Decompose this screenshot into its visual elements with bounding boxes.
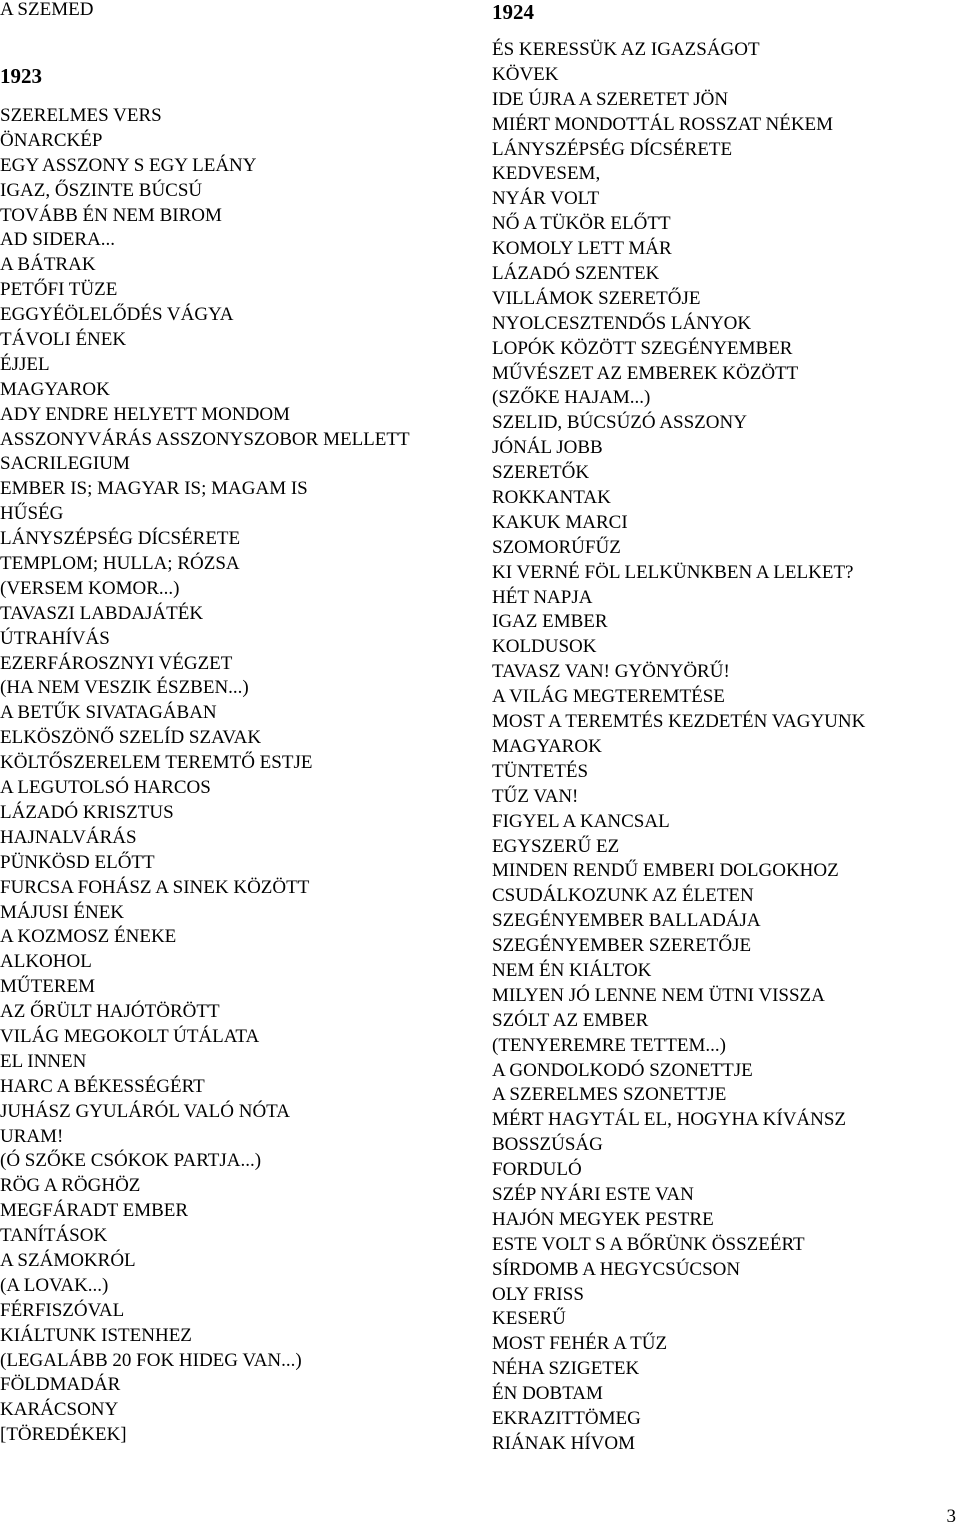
poem-title: KOMOLY LETT MÁR bbox=[492, 238, 672, 260]
poem-title: (SZŐKE HAJAM...) bbox=[492, 387, 651, 409]
poem-title: MŰTEREM bbox=[0, 976, 95, 998]
poem-title: SZOMORÚFŰZ bbox=[492, 536, 621, 558]
poem-title: SZERETŐK bbox=[492, 462, 590, 484]
poem-title: NYOLCESZTENDŐS LÁNYOK bbox=[492, 312, 752, 334]
poem-title: PÜNKÖSD ELŐTT bbox=[0, 851, 155, 873]
poem-title: HŰSÉG bbox=[0, 503, 64, 525]
year-heading-1924: 1924 bbox=[492, 0, 534, 24]
poem-title: FURCSA FOHÁSZ A SINEK KÖZÖTT bbox=[0, 876, 310, 898]
poem-title: LÁZADÓ SZENTEK bbox=[492, 263, 660, 285]
poem-title: (A LOVAK...) bbox=[0, 1274, 109, 1296]
poem-title: IDE ÚJRA A SZERETET JÖN bbox=[492, 88, 729, 110]
year-heading-1923: 1923 bbox=[0, 64, 42, 88]
poem-title: (LEGALÁBB 20 FOK HIDEG VAN...) bbox=[0, 1349, 302, 1371]
poem-title: ASSZONYVÁRÁS ASSZONYSZOBOR MELLETT bbox=[0, 428, 410, 450]
poem-title: SZÉP NYÁRI ESTE VAN bbox=[492, 1183, 694, 1205]
poem-title: EGGYÉÖLELŐDÉS VÁGYA bbox=[0, 304, 234, 326]
poem-title: A VILÁG MEGTEREMTÉSE bbox=[492, 686, 725, 708]
poem-title: KEDVESEM, bbox=[492, 163, 601, 185]
poem-title: EZERFÁROSZNYI VÉGZET bbox=[0, 652, 233, 674]
poem-title: HAJÓN MEGYEK PESTRE bbox=[492, 1208, 714, 1230]
poem-title: RÖG A RÖGHÖZ bbox=[0, 1175, 141, 1197]
poem-title: [TÖREDÉKEK] bbox=[0, 1424, 127, 1446]
poem-title: NŐ A TÜKÖR ELŐTT bbox=[492, 213, 671, 235]
poem-title: TANÍTÁSOK bbox=[0, 1225, 108, 1247]
poem-title: TAVASZI LABDAJÁTÉK bbox=[0, 602, 204, 624]
poem-title: SZERELMES VERS bbox=[0, 105, 162, 126]
poem-title: PETŐFI TÜZE bbox=[0, 279, 118, 301]
poem-title: LÁZADÓ KRISZTUS bbox=[0, 801, 174, 823]
poem-title: TÁVOLI ÉNEK bbox=[0, 329, 127, 351]
poem-title: ESTE VOLT S A BŐRÜNK ÖSSZEÉRT bbox=[492, 1233, 805, 1255]
poem-title: MIÉRT MONDOTTÁL ROSSZAT NÉKEM bbox=[492, 113, 834, 135]
poem-title: EL INNEN bbox=[0, 1050, 87, 1072]
poem-title: RIÁNAK HÍVOM bbox=[492, 1432, 636, 1454]
poem-title: JÓNÁL JOBB bbox=[492, 437, 603, 459]
poem-title: SÍRDOMB A HEGYCSÚCSON bbox=[492, 1258, 741, 1280]
poem-title: FORDULÓ bbox=[492, 1159, 582, 1181]
poem-title: MINDEN RENDŰ EMBERI DOLGOKHOZ bbox=[492, 860, 839, 882]
poem-title: SACRILEGIUM bbox=[0, 453, 130, 475]
poem-list-1924 bbox=[492, 38, 952, 1457]
poem-title: KARÁCSONY bbox=[0, 1399, 119, 1421]
poem-title: MÉRT HAGYTÁL EL, HOGYHA KÍVÁNSZ bbox=[492, 1109, 847, 1131]
poem-title: LÁNYSZÉPSÉG DÍCSÉRETE bbox=[0, 528, 241, 550]
poem-title: LÁNYSZÉPSÉG DÍCSÉRETE bbox=[492, 138, 733, 160]
poem-title: MŰVÉSZET AZ EMBEREK KÖZÖTT bbox=[492, 362, 799, 384]
poem-title: FÉRFISZÓVAL bbox=[0, 1299, 125, 1321]
poem-title: HARC A BÉKESSÉGÉRT bbox=[0, 1075, 205, 1097]
poem-title: ÉS KERESSÜK AZ IGAZSÁGOT bbox=[492, 39, 760, 60]
poem-title: KIÁLTUNK ISTENHEZ bbox=[0, 1324, 192, 1346]
poem-title: MOST A TEREMTÉS KEZDETÉN VAGYUNK bbox=[492, 711, 866, 733]
poem-title: EGY ASSZONY S EGY LEÁNY bbox=[0, 154, 257, 176]
poem-title: TOVÁBB ÉN NEM BIROM bbox=[0, 204, 222, 226]
poem-title: AZ ŐRÜLT HAJÓTÖRÖTT bbox=[0, 1001, 220, 1023]
poem-title: FÖLDMADÁR bbox=[0, 1374, 121, 1396]
page-number: 3 bbox=[946, 1506, 956, 1527]
poem-title: A SZERELMES SZONETTJE bbox=[492, 1084, 727, 1106]
poem-title: SZÓLT AZ EMBER bbox=[492, 1009, 649, 1031]
poem-title: A SZÁMOKRÓL bbox=[0, 1249, 136, 1271]
poem-title: TEMPLOM; HULLA; RÓZSA bbox=[0, 553, 240, 575]
poem-title: EMBER IS; MAGYAR IS; MAGAM IS bbox=[0, 478, 308, 500]
poem-title: (VERSEM KOMOR...) bbox=[0, 577, 180, 599]
poem-title: KÖVEK bbox=[492, 63, 559, 85]
poem-title: A KOZMOSZ ÉNEKE bbox=[0, 926, 177, 948]
poem-title: KI VERNÉ FÖL LELKÜNKBEN A LELKET? bbox=[492, 561, 854, 583]
poem-title: (TENYEREMRE TETTEM...) bbox=[492, 1034, 726, 1056]
poem-title: VILÁG MEGOKOLT ÚTÁLATA bbox=[0, 1025, 260, 1047]
poem-title: HÉT NAPJA bbox=[492, 586, 593, 608]
poem-title: LOPÓK KÖZÖTT SZEGÉNYEMBER bbox=[492, 337, 793, 359]
poem-title: URAM! bbox=[0, 1125, 64, 1147]
poem-title: (Ó SZŐKE CSÓKOK PARTJA...) bbox=[0, 1150, 262, 1172]
poem-title: MÁJUSI ÉNEK bbox=[0, 901, 125, 923]
poem-title: ADY ENDRE HELYETT MONDOM bbox=[0, 403, 290, 425]
poem-title: KÖLTŐSZERELEM TEREMTŐ ESTJE bbox=[0, 752, 313, 774]
poem-title: ÖNARCKÉP bbox=[0, 129, 103, 151]
poem-title: A BETŰK SIVATAGÁBAN bbox=[0, 702, 217, 724]
poem-title: JUHÁSZ GYULÁRÓL VALÓ NÓTA bbox=[0, 1100, 290, 1122]
right-column bbox=[492, 0, 952, 1457]
poem-title: AD SIDERA... bbox=[0, 229, 116, 251]
poem-title: TŰZ VAN! bbox=[492, 785, 579, 807]
poem-title: ALKOHOL bbox=[0, 951, 92, 973]
poem-title: KOLDUSOK bbox=[492, 636, 597, 658]
poem-title: IGAZ, ŐSZINTE BÚCSÚ bbox=[0, 179, 203, 201]
poem-title: ÉN DOBTAM bbox=[492, 1383, 603, 1405]
poem-title: SZELID, BÚCSÚZÓ ASSZONY bbox=[492, 412, 747, 434]
section-title: A SZEMED bbox=[0, 0, 94, 20]
poem-title: NEM ÉN KIÁLTOK bbox=[492, 959, 652, 981]
poem-title: KESERŰ bbox=[492, 1308, 566, 1330]
poem-title: TAVASZ VAN! GYÖNYÖRŰ! bbox=[492, 661, 730, 683]
poem-title: KAKUK MARCI bbox=[492, 511, 628, 533]
poem-title: HAJNALVÁRÁS bbox=[0, 826, 137, 848]
poem-title: A LEGUTOLSÓ HARCOS bbox=[0, 777, 211, 799]
poem-list-1923 bbox=[0, 104, 470, 1448]
poem-title: TÜNTETÉS bbox=[492, 760, 589, 782]
poem-title: EGYSZERŰ EZ bbox=[492, 835, 620, 857]
poem-title: SZEGÉNYEMBER BALLADÁJA bbox=[492, 910, 761, 932]
poem-title: MOST FEHÉR A TŰZ bbox=[492, 1333, 668, 1355]
poem-title: (HA NEM VESZIK ÉSZBEN...) bbox=[0, 677, 249, 699]
poem-title: ÚTRAHÍVÁS bbox=[0, 627, 110, 649]
poem-title: OLY FRISS bbox=[492, 1283, 584, 1305]
poem-title: A GONDOLKODÓ SZONETTJE bbox=[492, 1059, 753, 1081]
poem-title: MILYEN JÓ LENNE NEM ÜTNI VISSZA bbox=[492, 984, 825, 1006]
poem-title: EKRAZITTÖMEG bbox=[492, 1407, 641, 1429]
poem-title: BOSSZÚSÁG bbox=[492, 1134, 603, 1156]
poem-title: NYÁR VOLT bbox=[492, 188, 600, 210]
poem-title: CSUDÁLKOZUNK AZ ÉLETEN bbox=[492, 885, 754, 907]
poem-title: ROKKANTAK bbox=[492, 487, 611, 509]
poem-title: MAGYAROK bbox=[492, 735, 602, 757]
poem-title: SZEGÉNYEMBER SZERETŐJE bbox=[492, 935, 752, 957]
poem-title: A BÁTRAK bbox=[0, 254, 96, 276]
left-column bbox=[0, 0, 470, 1448]
poem-title: VILLÁMOK SZERETŐJE bbox=[492, 287, 701, 309]
poem-title: MAGYAROK bbox=[0, 378, 110, 400]
poem-title: NÉHA SZIGETEK bbox=[492, 1358, 640, 1380]
poem-title: MEGFÁRADT EMBER bbox=[0, 1200, 189, 1222]
poem-title: FIGYEL A KANCSAL bbox=[492, 810, 670, 832]
poem-title: ELKÖSZÖNŐ SZELÍD SZAVAK bbox=[0, 727, 262, 749]
poem-title: ÉJJEL bbox=[0, 353, 50, 375]
poem-title: IGAZ EMBER bbox=[492, 611, 608, 633]
